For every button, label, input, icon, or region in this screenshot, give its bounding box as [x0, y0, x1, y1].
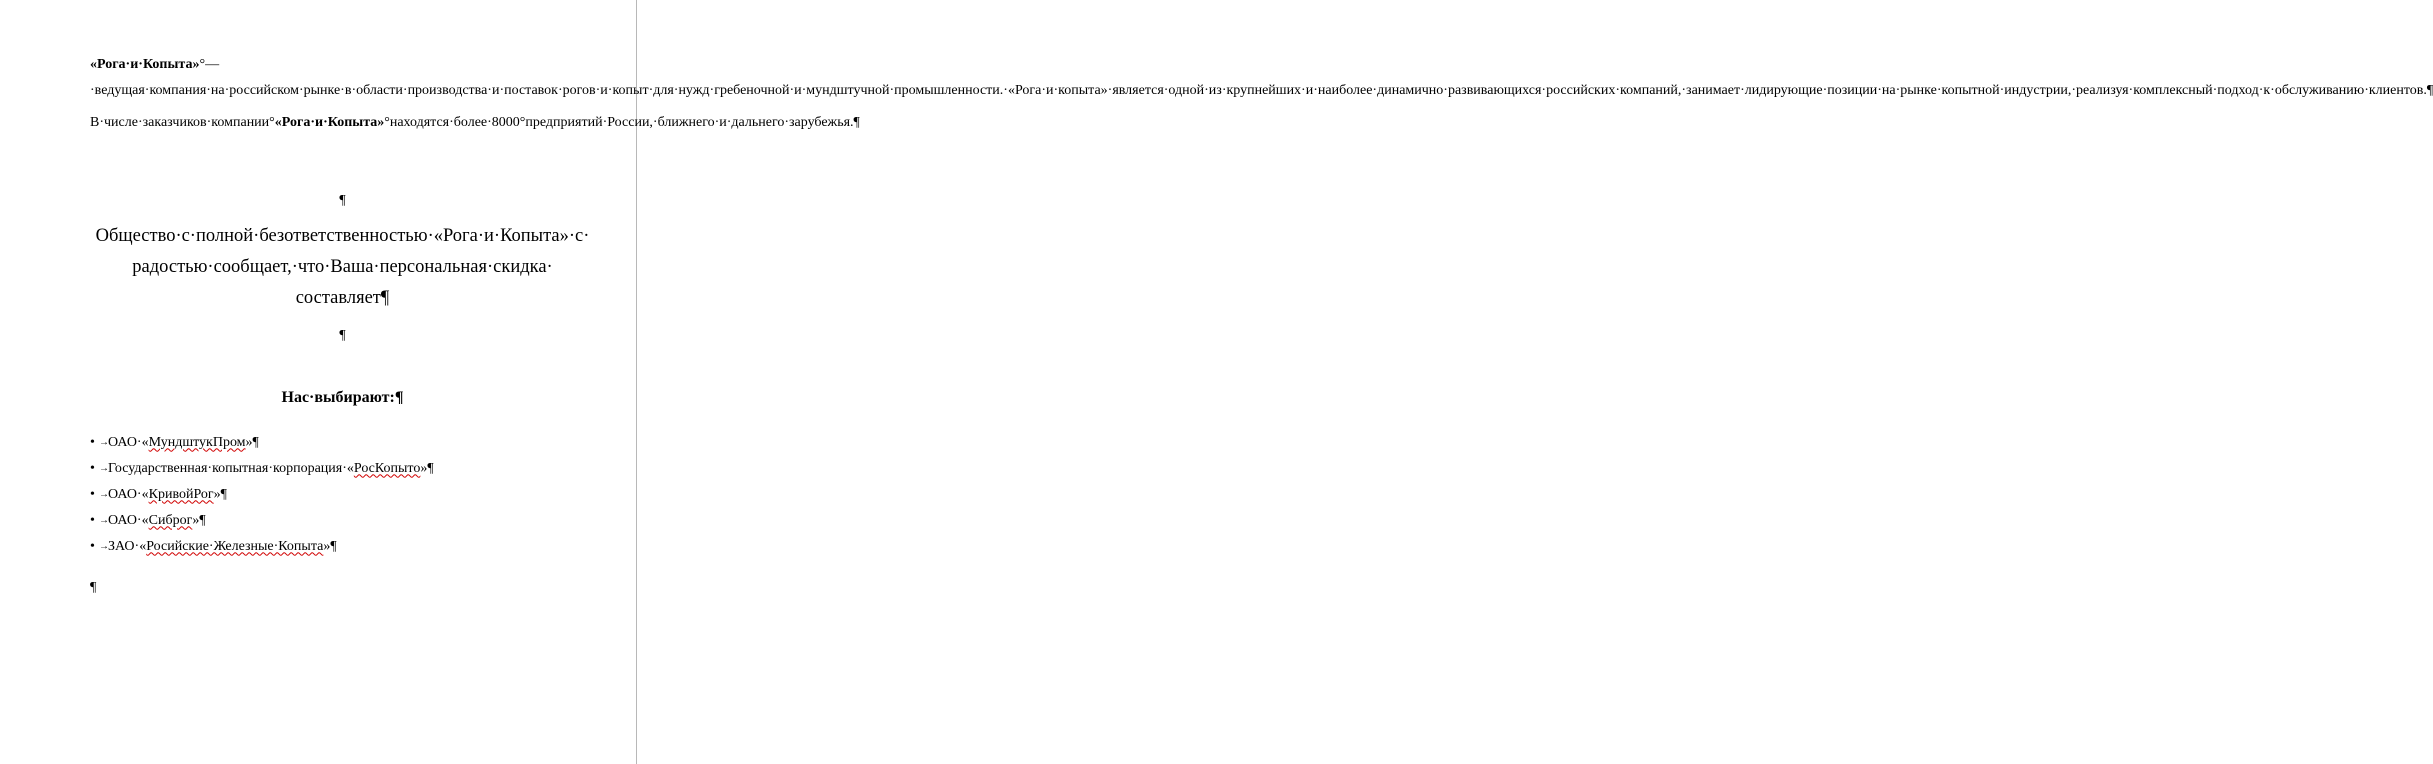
- item-name: МундштукПром: [148, 434, 246, 450]
- empty-paragraph-mark-1: ¶: [339, 192, 346, 208]
- item-prefix: ОАО·«: [108, 486, 149, 502]
- item-suffix: »¶: [192, 512, 206, 528]
- item-name: РосКопыто: [353, 460, 421, 476]
- announcement-heading[interactable]: [90, 221, 595, 314]
- tab-arrow-icon: →: [99, 462, 109, 474]
- list-item[interactable]: [90, 508, 595, 534]
- heading-line-2: радостью·сообщает,·что·Ваша·персональная·скидка·: [132, 256, 553, 277]
- tab-arrow-icon: →: [99, 436, 109, 448]
- heading-line-1: Общество·с·полной·безответственностью·«Рога·и·Копыта»·с·: [95, 225, 590, 246]
- list-item[interactable]: [90, 430, 595, 456]
- item-name: Сиброг: [148, 512, 193, 528]
- tab-arrow-icon: →: [99, 514, 109, 526]
- item-suffix: »¶: [323, 538, 337, 554]
- company-name-bold-2: «Рога·и·Копыта»: [274, 115, 385, 131]
- empty-paragraph-mark-2: ¶: [339, 327, 346, 343]
- bullet-icon: •: [90, 460, 95, 476]
- list-item[interactable]: [90, 456, 595, 482]
- bullet-icon: •: [90, 512, 95, 528]
- item-suffix: »¶: [245, 434, 259, 450]
- clients-list: [90, 430, 595, 560]
- bullet-icon: •: [90, 538, 95, 554]
- tab-arrow-icon: →: [99, 488, 109, 500]
- item-prefix: ОАО·«: [108, 434, 149, 450]
- heading-line-3: составляет¶: [295, 287, 390, 308]
- list-item[interactable]: [90, 534, 595, 560]
- item-suffix: »¶: [213, 486, 227, 502]
- clients-paragraph[interactable]: [90, 110, 860, 136]
- clients-subheading[interactable]: Нас·выбирают:¶: [281, 388, 404, 406]
- item-prefix: ОАО·«: [108, 512, 149, 528]
- item-prefix: Государственная·копытная·корпорация·«: [108, 460, 354, 476]
- empty-paragraph-mark-3: ¶: [90, 579, 97, 595]
- document-page[interactable]: [90, 52, 2433, 600]
- intro-text: °—·ведущая·компания·на·российском·рынке·в·области·производства·и·поставок·рогов·и·копыт·для·нужд·гребеночной·и·мундштучной·промышленности.·«Рога·и·копыта»·является·одной·из·крупнейших·и·наиболее·динамично·развивающихся·российских·компаний,·занимает·лидирующие·позиции·на·рынке·копытной·индустрии,·реализуя·комплексный·подход·к·обслуживанию·клиентов.¶: [90, 57, 2433, 99]
- clients-text-before: В·числе·заказчиков·компании°: [90, 115, 275, 131]
- bullet-icon: •: [90, 486, 95, 502]
- tab-arrow-icon: →: [99, 540, 109, 552]
- company-name-bold: «Рога·и·Копыта»: [90, 57, 200, 72]
- item-suffix: »¶: [420, 460, 434, 476]
- clients-text-after: °находятся·более·8000°предприятий·России,·ближнего·и·дальнего·зарубежья.¶: [384, 115, 860, 131]
- intro-paragraph[interactable]: [90, 52, 2433, 104]
- bullet-icon: •: [90, 434, 95, 450]
- item-prefix: ЗАО·«: [108, 538, 147, 554]
- list-item[interactable]: [90, 482, 595, 508]
- item-name: Росийские·Железные·Копыта: [146, 538, 324, 554]
- item-name: КривойРог: [148, 486, 214, 502]
